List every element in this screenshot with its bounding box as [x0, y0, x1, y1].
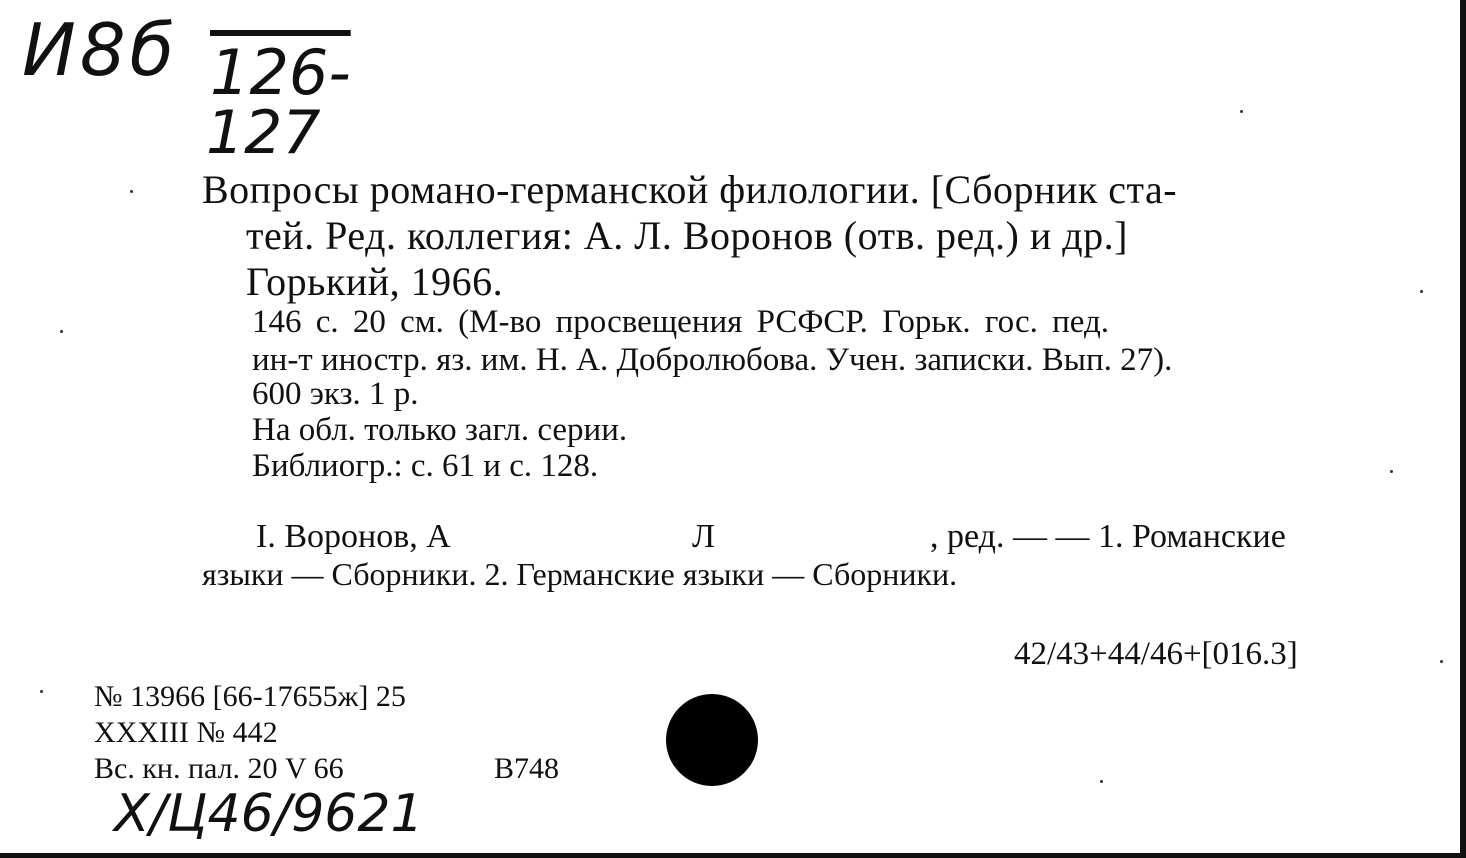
- handwritten-shelfmark: И8б: [22, 8, 179, 92]
- handwritten-bottom-number: X/Ц46/9621: [114, 784, 424, 844]
- record-title-line: Горький, 1966.: [246, 259, 504, 304]
- scan-speck: [1420, 290, 1423, 293]
- record-description-line: На обл. только загл. серии.: [252, 412, 628, 448]
- scan-speck: [60, 330, 63, 333]
- scan-speck: [1440, 660, 1443, 663]
- card-edge-right: [1460, 0, 1466, 858]
- subject-line-1c: , ред. — — 1. Романские: [930, 518, 1286, 555]
- record-description-line: 600 экз. 1 р.: [252, 376, 419, 412]
- scan-speck: [40, 690, 43, 693]
- footer-line-3b: В748: [494, 752, 560, 785]
- scan-speck: [1240, 110, 1243, 113]
- scan-speck: [1390, 470, 1393, 473]
- card-edge-bottom: [0, 853, 1466, 858]
- record-description-line: ин-т иностр. яз. им. Н. А. Добролюбова. Учен. записки. Вып. 27).: [252, 342, 1173, 378]
- subject-line-1a: I. Воронов, А: [256, 518, 451, 555]
- scan-speck: [1100, 780, 1103, 783]
- record-title-line: тей. Ред. коллегия: А. Л. Воронов (отв. ред.) и др.]: [246, 213, 1128, 258]
- handwritten-pages-bottom: 127: [206, 98, 321, 168]
- punch-hole: [666, 694, 758, 786]
- record-description-line: Библиогр.: с. 61 и с. 128.: [252, 448, 599, 484]
- footer-line-1: № 13966 [66-17655ж] 25: [94, 680, 406, 713]
- footer-line-2: XXXIII № 442: [94, 716, 278, 749]
- subject-line-1b: Л: [692, 518, 716, 555]
- scan-speck: [130, 190, 133, 193]
- classification-code: 42/43+44/46+[016.3]: [1014, 636, 1298, 672]
- record-description-line: 146 с. 20 см. (М-во просвещения РСФСР. Горьк. гос. пед.: [252, 304, 1110, 340]
- record-title-line: Вопросы романо-германской филологии. [Сборник ста-: [202, 167, 1178, 212]
- subject-line-2: языки — Сборники. 2. Германские языки — Сборники.: [202, 556, 958, 592]
- handwritten-pages-top: 126-: [210, 36, 351, 109]
- footer-line-3a: Вс. кн. пал. 20 V 66: [94, 752, 344, 785]
